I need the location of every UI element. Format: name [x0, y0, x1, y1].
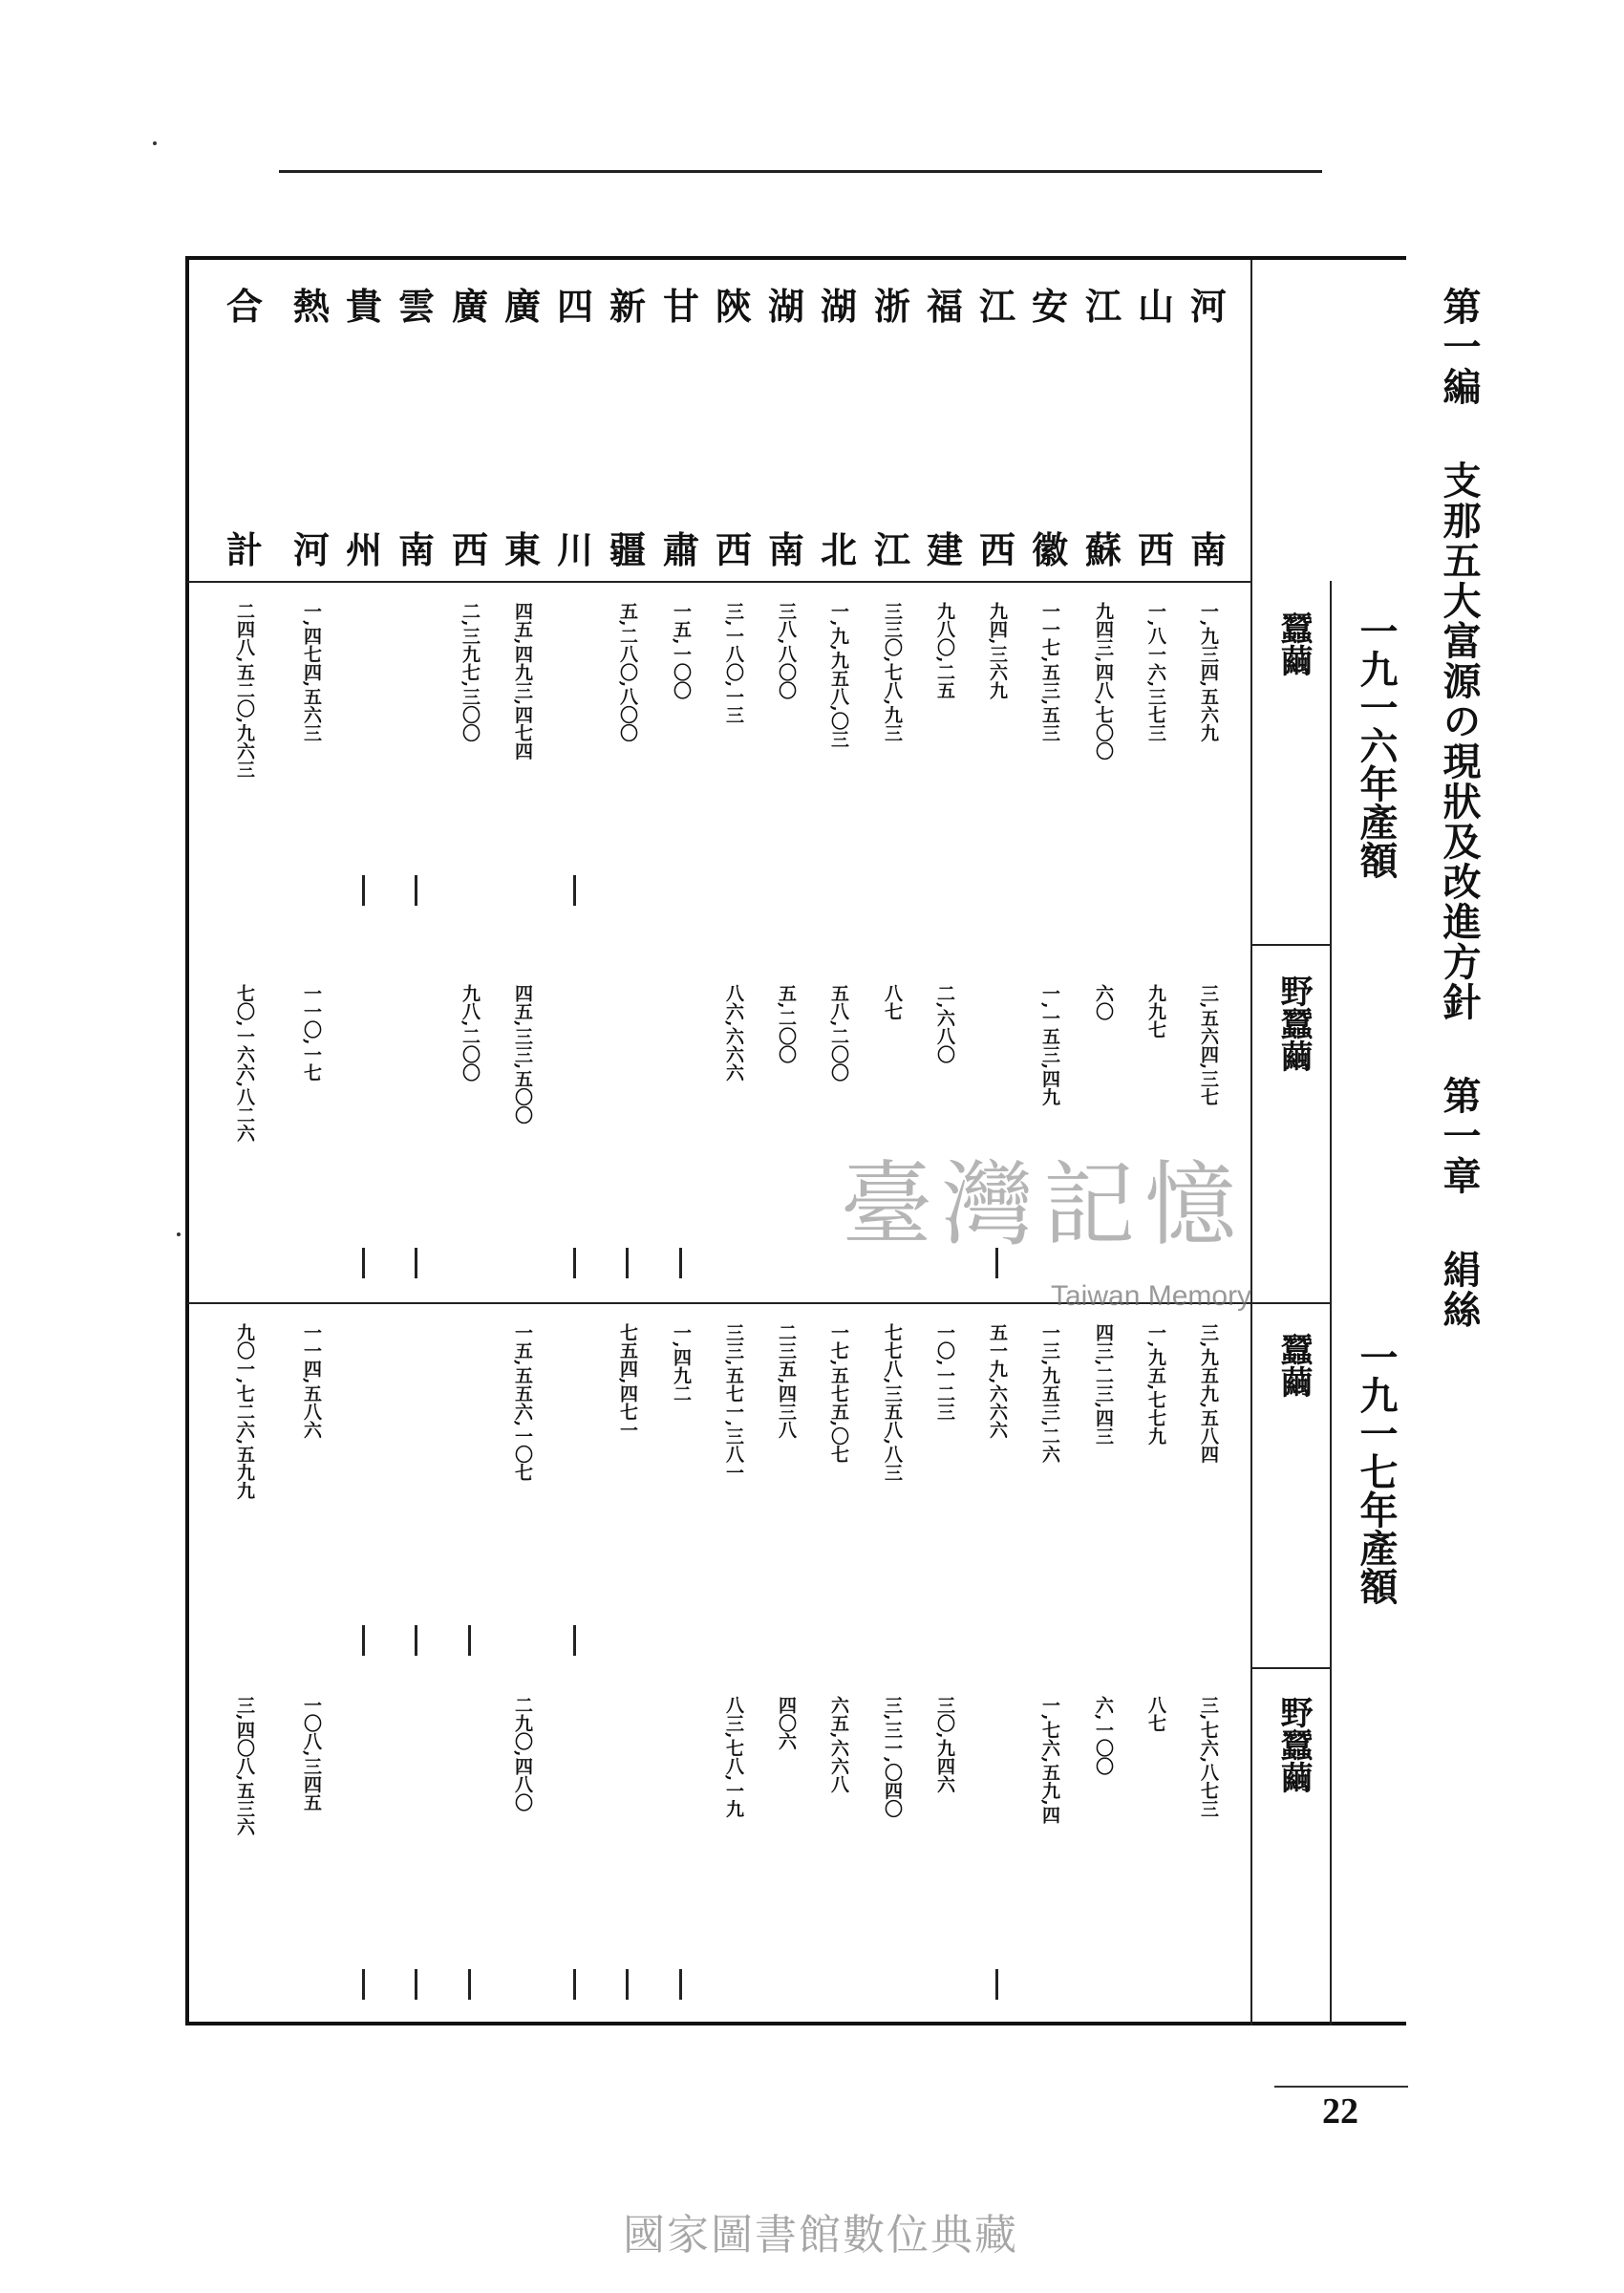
empty-cell-dash: [573, 1969, 576, 2000]
province-name: [1127, 277, 1185, 573]
empty-cell-dash: [573, 1248, 576, 1278]
province-char: 西: [451, 528, 488, 571]
province-char: 北: [820, 528, 857, 571]
value-cell: 一,四七四,五六三: [301, 602, 322, 742]
value-cell: 一〇八,三四五: [301, 1696, 322, 1811]
province-char: 湖: [820, 285, 857, 328]
value-cell: 一七,五七五,〇七: [828, 1323, 849, 1464]
value-cell: 八七: [882, 984, 903, 1020]
value-cell: 二九〇,四八〇: [512, 1696, 533, 1811]
province-char: 新: [609, 285, 646, 328]
empty-cell-dash: [362, 1625, 365, 1656]
value-cell: 一三,九五三,二六: [1039, 1323, 1060, 1464]
value-cell: 一一〇,一七: [301, 984, 322, 1082]
value-cell: 九九七: [1145, 984, 1166, 1039]
province-char: 陝: [715, 285, 752, 328]
value-cell: 三,三一,〇四〇: [882, 1696, 903, 1818]
province-name: [1180, 277, 1237, 573]
empty-cell-dash: [626, 1248, 629, 1278]
value-cell: 六五,六六八: [828, 1696, 849, 1793]
province-name: [864, 277, 921, 573]
province-name: [335, 277, 393, 573]
province-char: 疆: [609, 528, 646, 571]
province-char: 江: [978, 285, 1015, 328]
province-char: 湖: [767, 285, 804, 328]
province-char: 安: [1031, 285, 1068, 328]
table-rule: [1250, 260, 1252, 2025]
province-name: [388, 277, 445, 573]
col-wild-1916: 野蠶繭: [1274, 975, 1313, 1072]
province-char: 江: [873, 528, 910, 571]
province-char: 南: [767, 528, 804, 571]
empty-cell-dash: [573, 875, 576, 906]
province-char: 東: [503, 528, 541, 571]
value-cell: 八六,六六六: [723, 984, 744, 1082]
value-cell: 五八,二〇〇: [828, 984, 849, 1082]
value-cell: 八三,七八,一九: [723, 1696, 744, 1818]
value-cell: 四五,四九三,四七四: [512, 602, 533, 761]
table-rule: [187, 581, 1250, 583]
province-char: 河: [292, 528, 330, 571]
running-head-part: 第一編: [1437, 287, 1482, 407]
province-char: 南: [397, 528, 435, 571]
province-name: [494, 277, 551, 573]
province-char: 西: [715, 528, 752, 571]
running-head-title: 支那五大富源の現狀及改進方針: [1437, 460, 1482, 1022]
province-char: 雲: [397, 285, 435, 328]
table-rule: [1330, 581, 1332, 2025]
value-cell: 一,七六,五九,四: [1039, 1696, 1060, 1824]
empty-cell-dash: [468, 1625, 471, 1656]
province-name: [758, 277, 815, 573]
empty-cell-dash: [362, 1248, 365, 1278]
value-cell: 三〇,九四六: [934, 1696, 955, 1793]
value-cell: 一一四,五八六: [301, 1323, 322, 1439]
table-rule: [1250, 944, 1330, 946]
empty-cell-dash: [415, 1969, 417, 2000]
table-rule: [1250, 1667, 1330, 1669]
value-cell: 一五,五五六,一〇七: [512, 1323, 533, 1482]
value-cell: 五,二八〇,八〇〇: [617, 602, 638, 742]
province-char: 浙: [873, 285, 910, 328]
province-char: 建: [926, 528, 963, 571]
scan-speck: [177, 1232, 181, 1236]
col-wild-1917: 野蠶繭: [1274, 1696, 1313, 1793]
empty-cell-dash: [415, 1248, 417, 1278]
value-cell: 三,五六四,三七: [1198, 984, 1219, 1106]
value-cell: 八七: [1145, 1696, 1166, 1732]
page-number-rule: [1274, 2086, 1408, 2088]
value-cell: 一〇,一二三: [934, 1323, 955, 1421]
value-cell: 一一七,五三,五三: [1039, 602, 1060, 742]
empty-cell-dash: [468, 1969, 471, 2000]
value-cell: 六,一〇〇: [1093, 1696, 1114, 1775]
value-cell: 四三,二三,四三: [1093, 1323, 1114, 1446]
col-domestic-1916: 蠶繭: [1274, 611, 1313, 676]
value-cell: 三,九五九,五八四: [1198, 1323, 1219, 1464]
province-char: 河: [1189, 285, 1227, 328]
page-number: 22: [1322, 2091, 1358, 2132]
province-char: 西: [1137, 528, 1174, 571]
province-name: [441, 277, 499, 573]
value-cell: 六〇: [1093, 984, 1114, 1020]
value-cell: 二四八,五二〇,九六三: [234, 602, 255, 779]
province-char: 西: [978, 528, 1015, 571]
province-name: [916, 277, 973, 573]
province-char: 熱: [292, 285, 330, 328]
province-name: [546, 277, 604, 573]
value-cell: 七七八,三五八,八三: [882, 1323, 903, 1482]
value-cell: 一,八一六,三七三: [1145, 602, 1166, 742]
value-cell: 三,四〇八,五三六: [234, 1696, 255, 1836]
province-char: 廣: [503, 285, 541, 328]
province-char: 四: [556, 285, 593, 328]
province-char: 甘: [662, 285, 699, 328]
province-char: 肅: [662, 528, 699, 571]
province-char: 福: [926, 285, 963, 328]
empty-cell-dash: [995, 1969, 998, 2000]
value-cell: 二,六八〇: [934, 984, 955, 1063]
running-head: [1429, 287, 1486, 1624]
value-cell: 五,二〇〇: [776, 984, 797, 1063]
province-char: 貴: [345, 285, 382, 328]
empty-cell-dash: [679, 1969, 682, 2000]
value-cell: 九八〇,二五: [934, 602, 955, 699]
province-char: 合: [225, 285, 263, 328]
running-head-topic: 絹絲: [1437, 1249, 1482, 1330]
empty-cell-dash: [362, 1969, 365, 2000]
province-char: 徽: [1031, 528, 1068, 571]
province-char: 南: [1189, 528, 1227, 571]
value-cell: 三八,八〇〇: [776, 602, 797, 699]
value-cell: 一,九五,七七九: [1145, 1323, 1166, 1446]
value-cell: 三,一八〇,一三: [723, 602, 744, 724]
province-char: 山: [1137, 285, 1174, 328]
year-1916-header: 一九一六年產額: [1354, 611, 1399, 879]
province-name: [705, 277, 762, 573]
value-cell: 一,九,九五八,〇三: [828, 602, 849, 748]
col-domestic-1917: 蠶繭: [1274, 1333, 1313, 1398]
value-cell: 七五四,四七一: [617, 1323, 638, 1439]
province-char: 州: [345, 528, 382, 571]
scan-speck: [153, 141, 157, 145]
province-name: [652, 277, 710, 573]
empty-cell-dash: [362, 875, 365, 906]
value-cell: 九四三,四八,七〇〇: [1093, 602, 1114, 761]
value-cell: 一,九三四,五六九: [1198, 602, 1219, 742]
province-char: 計: [225, 528, 263, 571]
empty-cell-dash: [626, 1969, 629, 2000]
value-cell: 九八,二〇〇: [459, 984, 481, 1082]
value-cell: 三,七六,八七三: [1198, 1696, 1219, 1818]
year-1917-header: 一九一七年產額: [1354, 1338, 1399, 1605]
running-head-chapter: 第一章: [1437, 1075, 1482, 1196]
province-name: [599, 277, 656, 573]
province-char: 廣: [451, 285, 488, 328]
value-cell: 三三〇,七八,九三: [882, 602, 903, 742]
value-cell: 九四,三六九: [987, 602, 1008, 699]
total-label: [216, 277, 273, 573]
watermark-subtext: Taiwan Memory: [1051, 1280, 1252, 1312]
province-name: [1075, 277, 1132, 573]
value-cell: 三三,五七一,三八一: [723, 1323, 744, 1482]
province-name: [1021, 277, 1079, 573]
watermark-logo: 臺灣記憶: [841, 1151, 1246, 1258]
value-cell: 七〇,一六六,八二六: [234, 984, 255, 1143]
value-cell: 一,四九二: [671, 1323, 692, 1403]
value-cell: 二,三九七,三〇〇: [459, 602, 481, 742]
province-char: 蘇: [1084, 528, 1122, 571]
province-name: [283, 277, 340, 573]
value-cell: 四〇六: [776, 1696, 797, 1750]
value-cell: 一,一五三,四九: [1039, 984, 1060, 1106]
empty-cell-dash: [679, 1248, 682, 1278]
empty-cell-dash: [573, 1625, 576, 1656]
province-char: 川: [556, 528, 593, 571]
province-name: [969, 277, 1026, 573]
top-rule: [279, 170, 1322, 173]
value-cell: 二三五,四三八: [776, 1323, 797, 1439]
value-cell: 四五,三三,五〇〇: [512, 984, 533, 1125]
province-name: [810, 277, 867, 573]
empty-cell-dash: [415, 1625, 417, 1656]
empty-cell-dash: [415, 875, 417, 906]
province-char: 江: [1084, 285, 1122, 328]
value-cell: 五一九,六六六: [987, 1323, 1008, 1439]
value-cell: 一五,一〇〇: [671, 602, 692, 699]
value-cell: 九〇一,七二六,五九九: [234, 1323, 255, 1500]
footer-credit: 國家圖書館數位典藏: [623, 2211, 1018, 2260]
